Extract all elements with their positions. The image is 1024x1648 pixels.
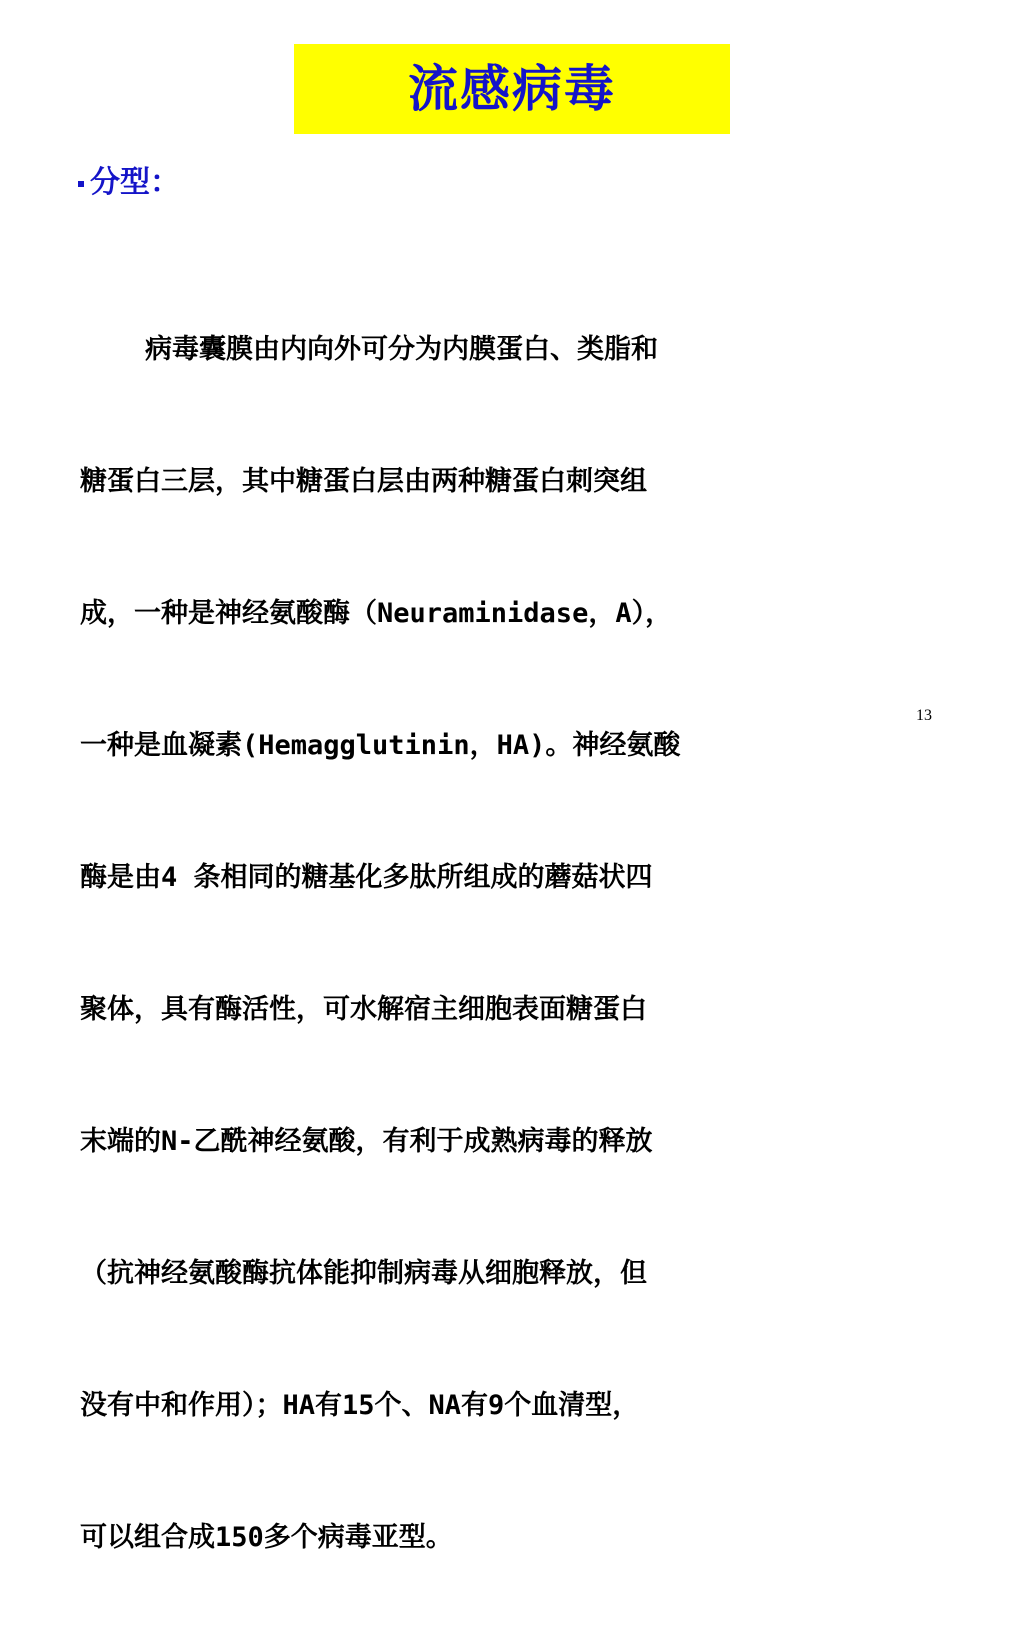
section-heading xyxy=(78,165,180,200)
square-bullet-icon xyxy=(78,181,84,187)
body-line: 聚体，具有酶活性，可水解宿主细胞表面糖蛋白 xyxy=(80,994,647,1025)
body-line: 一种是血凝素(Hemagglutinin，HA)。神经氨酸 xyxy=(80,730,681,761)
body-line: 糖蛋白三层，其中糖蛋白层由两种糖蛋白刺突组 xyxy=(80,466,647,497)
body-line: （抗神经氨酸酶抗体能抑制病毒从细胞释放，但 xyxy=(80,1258,647,1289)
body-paragraph xyxy=(80,240,940,1648)
body-line: 酶是由4 条相同的糖基化多肽所组成的蘑菇状四 xyxy=(80,862,653,893)
section-heading-text: 分型： xyxy=(90,165,180,200)
body-line: 病毒囊膜由内向外可分为内膜蛋白、类脂和 xyxy=(80,334,659,365)
slide-title: 流感病毒 xyxy=(408,60,616,118)
body-line: 末端的N-乙酰神经氨酸，有利于成熟病毒的释放 xyxy=(80,1126,653,1157)
title-banner xyxy=(294,44,730,134)
body-line: 可以组合成150多个病毒亚型。 xyxy=(80,1522,453,1553)
page-number: 13 xyxy=(916,707,932,724)
body-line: 成，一种是神经氨酸酶（Neuraminidase，A）， xyxy=(80,598,673,629)
body-line: 没有中和作用）；HA有15个、NA有9个血清型， xyxy=(80,1390,640,1421)
